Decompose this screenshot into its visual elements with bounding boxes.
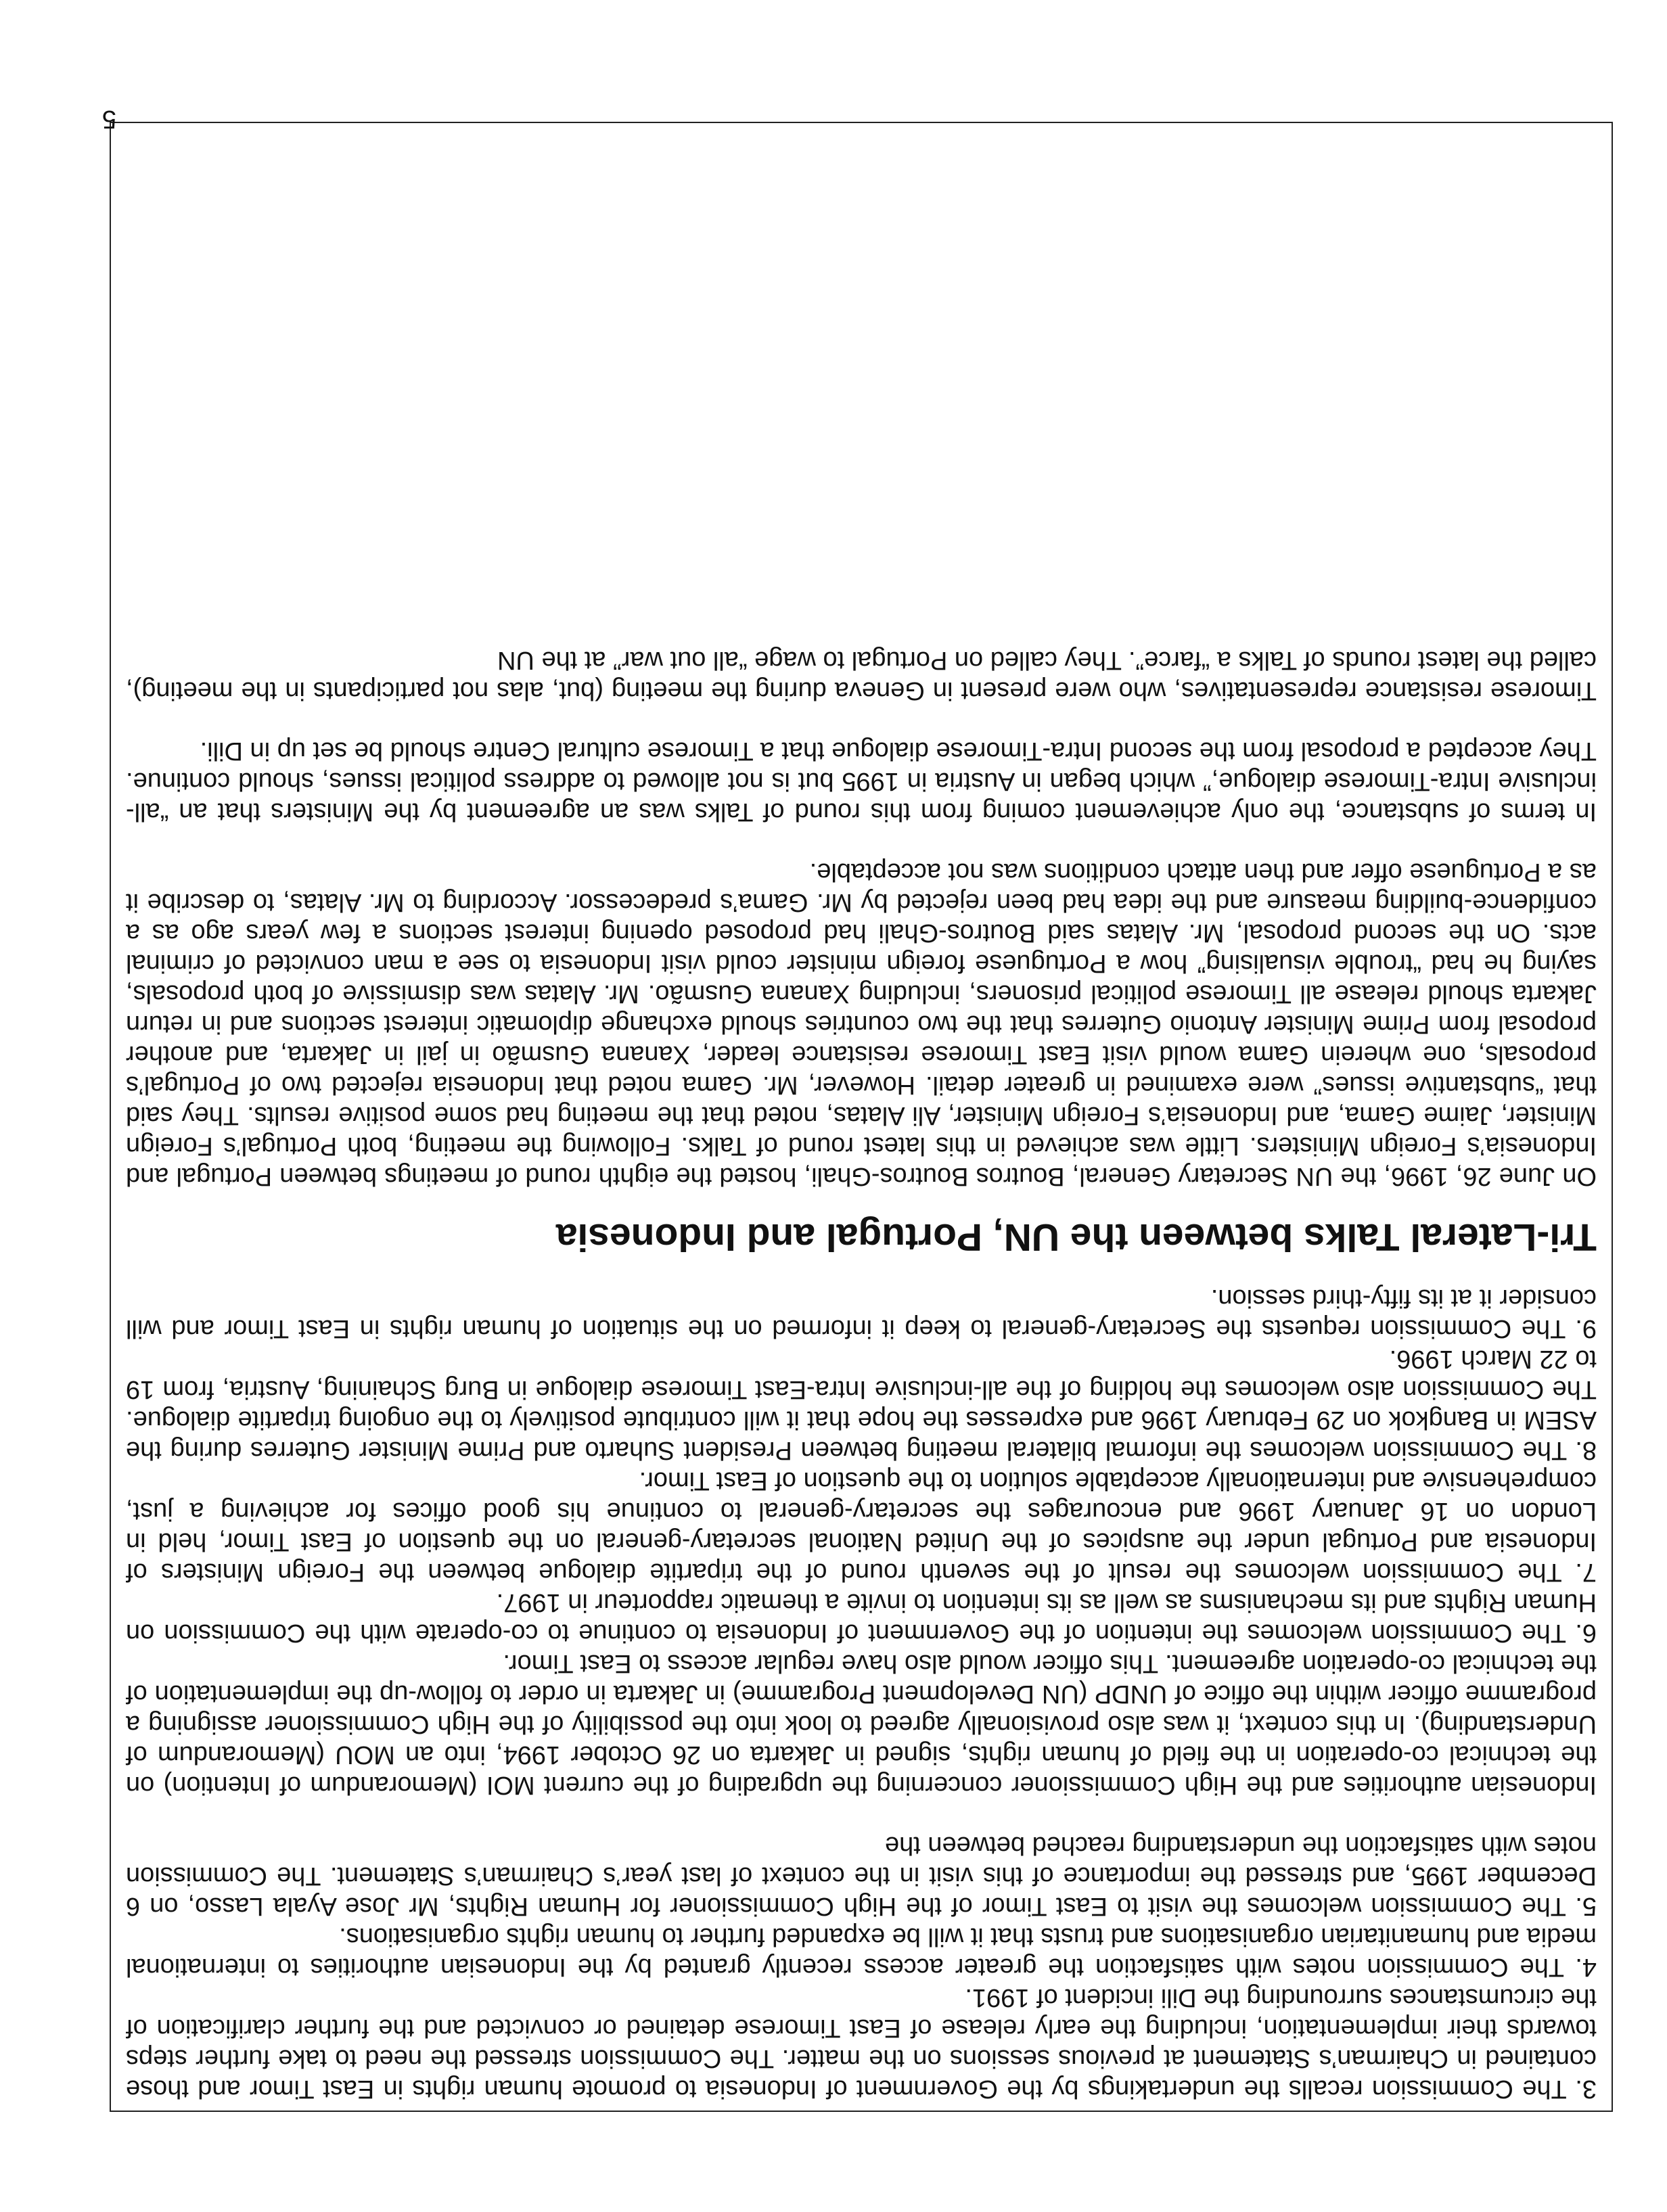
paragraph-8: 8. The Commission welcomes the informal bilateral meeting between President Suharto and Prime Minister Guterres during the ASEM in Bangkok on 29 February 1996 and expresses the hope that it will contribute positively to the ongoing tripartite dialogue. The Commission also welcomes the holding of the all-inclusive Intra-East Timorese dialogue in Burg Schaining, Austria, from 19 to 22 March 1996. xyxy=(126,1345,1597,1465)
paragraph-5: 5. The Commission welcomes the visit to East Timor of the High Commissioner for Human Rights, Mr Jose Ayala Lasso, on 6 December 1995, and stressed the importance of this visit in the context of last year’s Chairman’s Statement. The Commission notes with satisfaction the understanding reached between the xyxy=(126,1831,1597,1920)
paragraph-6: 6. The Commission welcomes the intention of the Government of Indonesia to continue to co-operate with the Commission on Human Rights and its mechanisms as well as its intention to invite a thematic rapporteur in 1997. xyxy=(126,1588,1597,1647)
paragraph-talks-summary: On June 26, 1996, the UN Secretary General, Boutros Boutros-Ghali, hosted the eighth round of meetings between Portugal and Indonesia’s Foreign Ministers. Little was achieved in this latest round of Talks. Following the meeting, both Portugal’s Foreign Minister, Jaime Gama, and Indonesia’s Foreign Minister, Ali Alatas, noted that the meeting had some positive results. They said that “substantive issues” were examined in greater detail. However, Mr. Gama noted that Indonesia rejected two of Portugal’s proposals, one wherein Gama would visit East Timorese resistance leader, Xanana Gusmão in jail in Jakarta, and another proposal from Prime Minister Antonio Guterres that the two countries should exchange diplomatic interest sections and in return Jakarta should release all Timorese political prisoners, including Xanana Gusmão. Mr. Alatas was dismissive of both proposals, saying he had “trouble visualising” how a Portuguese foreign minister could visit Indonesia to see a man convicted of criminal acts. On the second proposal, Mr. Alatas said Boutros-Ghali had proposed opening interest sections a few years ago as a confidence-building measure and the idea had been rejected by Mr. Gama’s predecessor. According to Mr. Alatas, to describe it as a Portuguese offer and then attach conditions was not acceptable. xyxy=(126,858,1597,1191)
paragraph-9: 9. The Commission requests the Secretary-general to keep it informed on the situation of human rights in East Timor and will consider it at its fifty-third session. xyxy=(126,1284,1597,1343)
paragraph-talks-substance: In terms of substance, the only achievement coming from this round of Talks was an agreement by the Ministers that an “all-inclusive Intra-Timorese dialogue,” which began in Austria in 1995 but is not allowed to address political issues, should continue. They accepted a proposal from the second Intra-Timorese dialogue that a Timorese cultural Centre should be set up in Dili. xyxy=(126,737,1597,826)
paragraph-indonesian-authorities: Indonesian authorities and the High Commissioner concerning the upgrading of the current MOI (Memorandum of Intention) on the technical co-operation in the field of human rights, signed in Jakarta on 26 October 1994, into an MOU (Memorandum of Understanding). In this context, it was also provisionally agreed to look into the possibility of the High Commissioner assigning a programme officer within the office of UNDP (UN Development Programme) in Jakarta in order to follow-up the implementation of the technical co-operation agreement. This officer would also have regular access to East Timor. xyxy=(126,1649,1597,1799)
text-frame xyxy=(110,122,1613,2112)
page-number: 5 xyxy=(101,105,116,133)
section-heading: Tri-Lateral Talks between the UN, Portugal and Indonesia xyxy=(555,1216,1597,1259)
paragraph-3: 3. The Commission recalls the undertakings by the Government of Indonesia to promote human rights in East Timor and those contained in Chairman’s Statement at previous sessions on the matter. The Commission stressed the need to take further steps towards their implementation, including the early release of East Timorese detained or convicted and the further clarification of the circumstances surrounding the Dili incident of 1991. xyxy=(126,1983,1597,2103)
paragraph-resistance-response: Timorese resistance representatives, who were present in Geneva during the meeting (but, alas not participants in the meeting), called the latest rounds of Talks a “farce”. They called on Portugal to wage “all out war” at the UN xyxy=(126,646,1597,705)
paragraph-4: 4. The Commission notes with satisfaction the greater access recently granted by the Indonesian authorities to international media and humanitarian organisations and trusts that it will be expanded further to human rights organisations. xyxy=(126,1922,1597,1981)
paragraph-7: 7. The Commission welcomes the result of the seventh round of the tripartite dialogue between the Foreign Ministers of Indonesia and Portugal under the auspices of the United National secretary-general on the question of East Timor, held in London on 16 January 1996 and encourages the secretary-general to continue his good offices for achieving a just, comprehensive and internationally acceptable solution to the question of East Timor. xyxy=(126,1467,1597,1586)
